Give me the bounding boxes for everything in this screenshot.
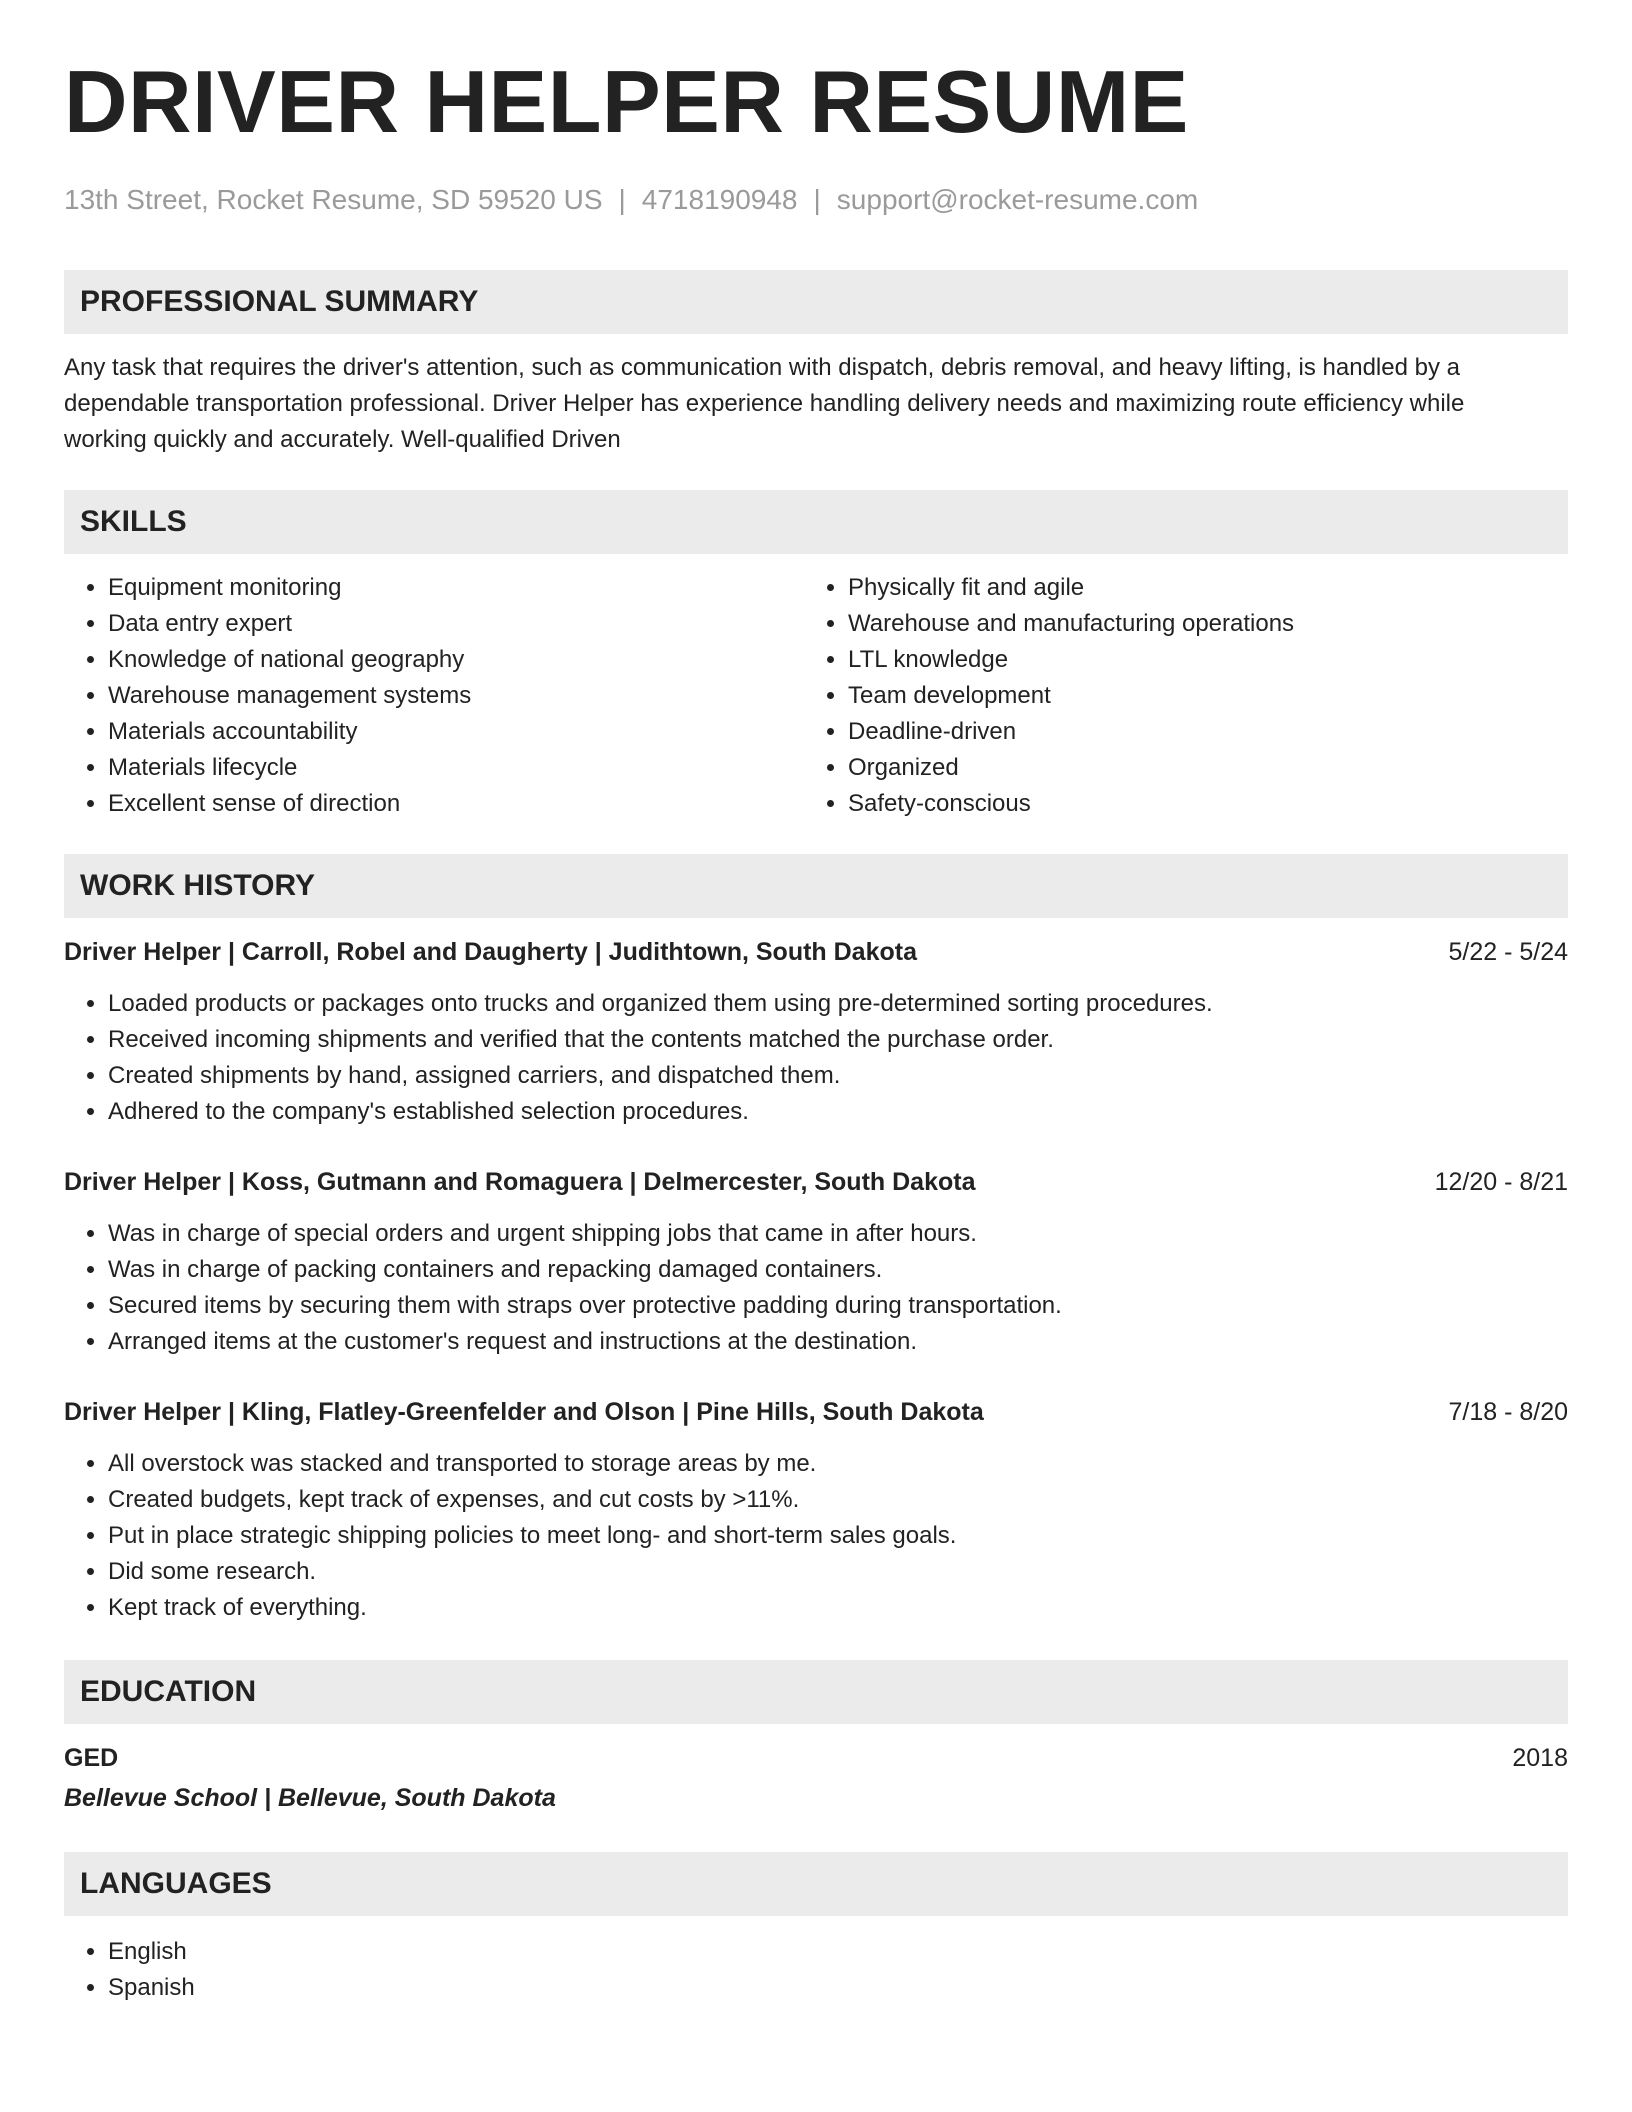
education-school: Bellevue School | Bellevue, South Dakota [64,1784,556,1812]
education-year: 2018 [1512,1744,1568,1772]
skill-item: • Knowledge of national geography [108,642,804,678]
skill-item: • Team development [848,678,1544,714]
skill-item: • Materials accountability [108,714,804,750]
job-bullet: • Kept track of everything. [108,1590,1568,1626]
skill-item: • Organized [848,750,1544,786]
skill-item: • LTL knowledge [848,642,1544,678]
resume-title: DRIVER HELPER RESUME [64,52,1189,151]
contact-separator: | [618,184,626,215]
contact-email: support@rocket-resume.com [836,184,1199,215]
job-entry [64,1394,1568,1626]
skill-item: • Warehouse and manufacturing operations [848,606,1544,642]
job-bullet: • Secured items by securing them with straps over protective padding during transportation. [108,1288,1568,1324]
skill-item: • Physically fit and agile [848,570,1544,606]
skills-heading: SKILLS [64,490,1568,554]
job-bullet: • Loaded products or packages onto trucks and organized them using pre-determined sorting procedures. [108,986,1568,1022]
job-bullet: • Created shipments by hand, assigned carriers, and dispatched them. [108,1058,1568,1094]
education-entry [64,1740,1568,1816]
languages-bullets [64,1934,1568,2006]
job-bullets [64,1216,1568,1360]
job-title: Driver Helper | Kling, Flatley-Greenfelder and Olson | Pine Hills, South Dakota [64,1398,984,1426]
job-bullet: • Was in charge of packing containers and repacking damaged containers. [108,1252,1568,1288]
job-title-row [64,934,1568,970]
skill-item: • Safety-conscious [848,786,1544,822]
language-item: • Spanish [108,1970,1568,2006]
skill-item: • Data entry expert [108,606,804,642]
job-bullet: • All overstock was stacked and transported to storage areas by me. [108,1446,1568,1482]
job-title: Driver Helper | Koss, Gutmann and Romaguera | Delmercester, South Dakota [64,1168,976,1196]
job-entry [64,934,1568,1130]
skill-item: • Equipment monitoring [108,570,804,606]
contact-address: 13th Street, Rocket Resume, SD 59520 US [64,184,603,215]
job-dates: 12/20 - 8/21 [1434,1168,1568,1196]
languages-list [64,1934,1568,2006]
job-bullet: • Was in charge of special orders and urgent shipping jobs that came in after hours. [108,1216,1568,1252]
work-history-heading: WORK HISTORY [64,854,1568,918]
job-bullet: • Adhered to the company's established selection procedures. [108,1094,1568,1130]
contact-phone: 4718190948 [641,184,798,215]
skills-column-right [804,570,1544,822]
job-bullets [64,986,1568,1130]
job-bullet: • Created budgets, kept track of expenses, and cut costs by >11%. [108,1482,1568,1518]
job-bullet: • Put in place strategic shipping policies to meet long- and short-term sales goals. [108,1518,1568,1554]
contact-line [64,182,1568,218]
skill-item: • Warehouse management systems [108,678,804,714]
summary-heading: PROFESSIONAL SUMMARY [64,270,1568,334]
language-item: • English [108,1934,1568,1970]
job-dates: 5/22 - 5/24 [1448,938,1568,966]
education-row [64,1740,1568,1776]
job-bullet: • Did some research. [108,1554,1568,1590]
job-bullet: • Arranged items at the customer's request and instructions at the destination. [108,1324,1568,1360]
skill-item: • Deadline-driven [848,714,1544,750]
contact-separator: | [813,184,821,215]
job-title-row [64,1394,1568,1430]
job-entry [64,1164,1568,1360]
job-title: Driver Helper | Carroll, Robel and Daugherty | Judithtown, South Dakota [64,938,917,966]
skills-column-left [64,570,804,822]
skill-item: • Excellent sense of direction [108,786,804,822]
languages-heading: LANGUAGES [64,1852,1568,1916]
summary-text: Any task that requires the driver's attention, such as communication with dispatch, debris removal, and heavy lifting, is handled by a dependable transportation professional. Driver Helper has experience handling delivery needs and maximizing route efficiency while working quickly and accurately. Well-qualified Driven [64,354,1465,453]
skills-list [64,570,1568,822]
job-bullet: • Received incoming shipments and verified that the contents matched the purchase order. [108,1022,1568,1058]
skill-item: • Materials lifecycle [108,750,804,786]
job-bullets [64,1446,1568,1626]
education-heading: EDUCATION [64,1660,1568,1724]
job-title-row [64,1164,1568,1200]
job-dates: 7/18 - 8/20 [1448,1398,1568,1426]
education-degree: GED [64,1744,119,1772]
